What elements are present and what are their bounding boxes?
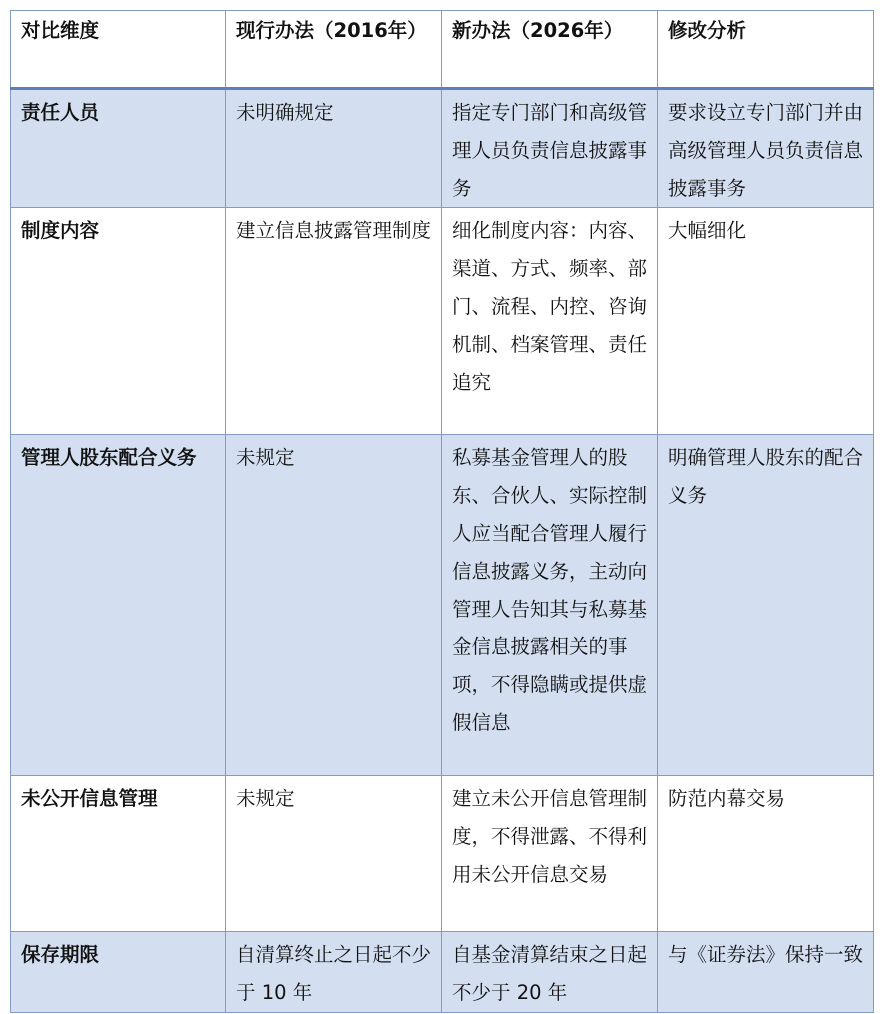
table-row	[11, 932, 874, 1013]
table-row	[11, 776, 874, 932]
cell-analysis: 要求设立专门部门并由高级管理人员负责信息披露事务	[658, 89, 874, 208]
cell-dimension: 保存期限	[11, 932, 226, 1013]
header-row	[11, 11, 874, 89]
header-analysis: 修改分析	[658, 11, 874, 89]
cell-new: 指定专门部门和高级管理人员负责信息披露事务	[442, 89, 658, 208]
header-new-rules: 新办法（2026年）	[442, 11, 658, 89]
header-current-rules: 现行办法（2016年）	[226, 11, 442, 89]
header-dimension: 对比维度	[11, 11, 226, 89]
cell-current: 未规定	[226, 776, 442, 932]
cell-current: 未明确规定	[226, 89, 442, 208]
cell-dimension: 责任人员	[11, 89, 226, 208]
cell-current: 建立信息披露管理制度	[226, 208, 442, 435]
cell-new: 私募基金管理人的股东、合伙人、实际控制人应当配合管理人履行信息披露义务，主动向管理人告知其与私募基金信息披露相关的事项，不得隐瞒或提供虚假信息	[442, 435, 658, 776]
cell-analysis: 与《证券法》保持一致	[658, 932, 874, 1013]
cell-analysis: 大幅细化	[658, 208, 874, 435]
cell-analysis: 明确管理人股东的配合义务	[658, 435, 874, 776]
cell-dimension: 制度内容	[11, 208, 226, 435]
table-body	[11, 89, 874, 1013]
cell-new: 细化制度内容：内容、渠道、方式、频率、部门、流程、内控、咨询机制、档案管理、责任追究	[442, 208, 658, 435]
table-header	[11, 11, 874, 89]
cell-current: 自清算终止之日起不少于 10 年	[226, 932, 442, 1013]
comparison-table	[10, 10, 874, 1013]
cell-dimension: 管理人股东配合义务	[11, 435, 226, 776]
cell-new: 自基金清算结束之日起不少于 20 年	[442, 932, 658, 1013]
cell-dimension: 未公开信息管理	[11, 776, 226, 932]
table-row	[11, 89, 874, 208]
cell-analysis: 防范内幕交易	[658, 776, 874, 932]
table-row	[11, 208, 874, 435]
cell-current: 未规定	[226, 435, 442, 776]
table-row	[11, 435, 874, 776]
cell-new: 建立未公开信息管理制度，不得泄露、不得利用未公开信息交易	[442, 776, 658, 932]
